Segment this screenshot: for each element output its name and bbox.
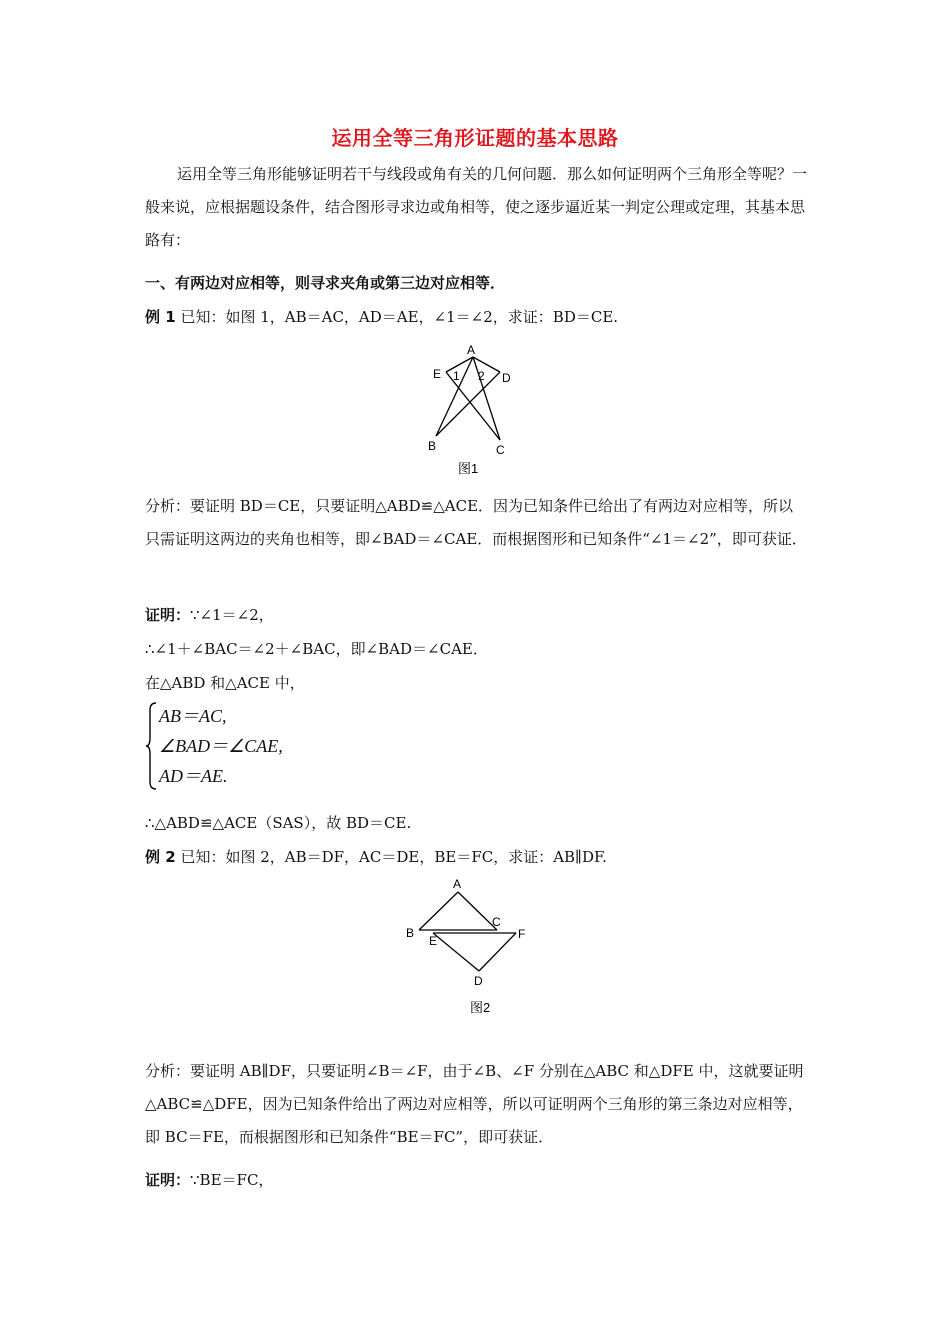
fig2-label-F: F: [518, 927, 526, 941]
example1-label: 例 1: [145, 308, 176, 326]
intro-paragraph: 运用全等三角形能够证明若干与线段或角有关的几何问题．那么如何证明两个三角形全等呢？一般来说，应根据题设条件，结合图形寻求边或角相等，使之逐步逼近某一判定公理或定理，其基本思路有：: [145, 165, 808, 249]
example2-proof-line1: [145, 1169, 273, 1190]
proof-text: ∵BE＝FC，: [190, 1171, 274, 1189]
fig2-label-D: D: [474, 974, 483, 988]
example2-text: 已知：如图 2，AB＝DF，AC＝DE，BE＝FC，求证：AB∥DF.: [180, 848, 607, 866]
fig2-segment-AB: [419, 892, 458, 930]
proof-label: 证明：: [145, 606, 191, 624]
fig2-label-B: B: [406, 926, 415, 940]
system-eq-2: ∠BAD＝∠CAE,: [159, 736, 283, 756]
example1-analysis: 分析：要证明 BD＝CE，只要证明△ABD≌△ACE．因为已知条件已给出了有两边对应相等，所以只需证明这两边的夹角也相等，即∠BAD＝∠CAE．而根据图形和已知条件“∠1＝∠2”，即可获证．: [145, 497, 807, 548]
fig2-segment-FD: [479, 933, 516, 971]
fig1-label-E: E: [433, 367, 442, 381]
curly-brace-icon: [145, 700, 159, 792]
fig2-segment-ED: [433, 933, 479, 971]
example2-statement: [145, 846, 607, 867]
example1-conclusion: ∴△ABD≌△ACE（SAS），故 BD＝CE.: [145, 814, 412, 832]
example1-proof-line1: [145, 604, 274, 625]
system-eq-1: AB＝AC,: [159, 706, 227, 726]
proof-text: ∵∠1＝∠2，: [190, 606, 274, 624]
fig1-segment-DB: [436, 372, 500, 436]
example1-statement: [145, 306, 618, 327]
fig2-label-E: E: [429, 934, 438, 948]
proof-label: 证明：: [145, 1171, 191, 1189]
example1-text: 已知：如图 1，AB＝AC，AD＝AE，∠1＝∠2，求证：BD＝CE.: [180, 308, 619, 326]
fig1-label-A: A: [467, 343, 476, 357]
example2-analysis: 分析：要证明 AB∥DF，只要证明∠B＝∠F，由于∠B、∠F 分别在△ABC 和△DFE 中，这就要证明△ABC≌△DFE，因为已知条件给出了两边对应相等，所以可证明两个三角形的第三条边对应相等，即 BC＝FE，而根据图形和已知条件“BE＝FC”，即可获证．: [145, 1062, 804, 1146]
equation-system: [145, 700, 315, 792]
page-title: 运用全等三角形证题的基本思路: [331, 126, 619, 150]
fig1-label-D: D: [502, 371, 511, 385]
figure2: [400, 874, 535, 1016]
section1-heading: 一、有两边对应相等，则寻求夹角或第三边对应相等．: [145, 274, 506, 292]
fig1-label-C: C: [496, 443, 505, 457]
fig1-caption: 图1: [458, 461, 479, 476]
fig2-label-A: A: [453, 877, 462, 891]
fig2-label-C: C: [492, 915, 501, 929]
example1-proof-line3: 在△ABD 和△ACE 中，: [145, 674, 305, 692]
system-eq-3: AD＝AE.: [159, 766, 228, 786]
example2-label: 例 2: [145, 848, 176, 866]
fig2-caption: 图2: [470, 1000, 491, 1015]
fig1-label-B: B: [428, 439, 437, 453]
figure1: [420, 342, 530, 480]
fig1-label-angle1: 1: [453, 369, 460, 383]
fig1-label-angle2: 2: [478, 369, 485, 383]
example1-proof-line2: ∴∠1＋∠BAC＝∠2＋∠BAC，即∠BAD＝∠CAE．: [145, 640, 488, 658]
